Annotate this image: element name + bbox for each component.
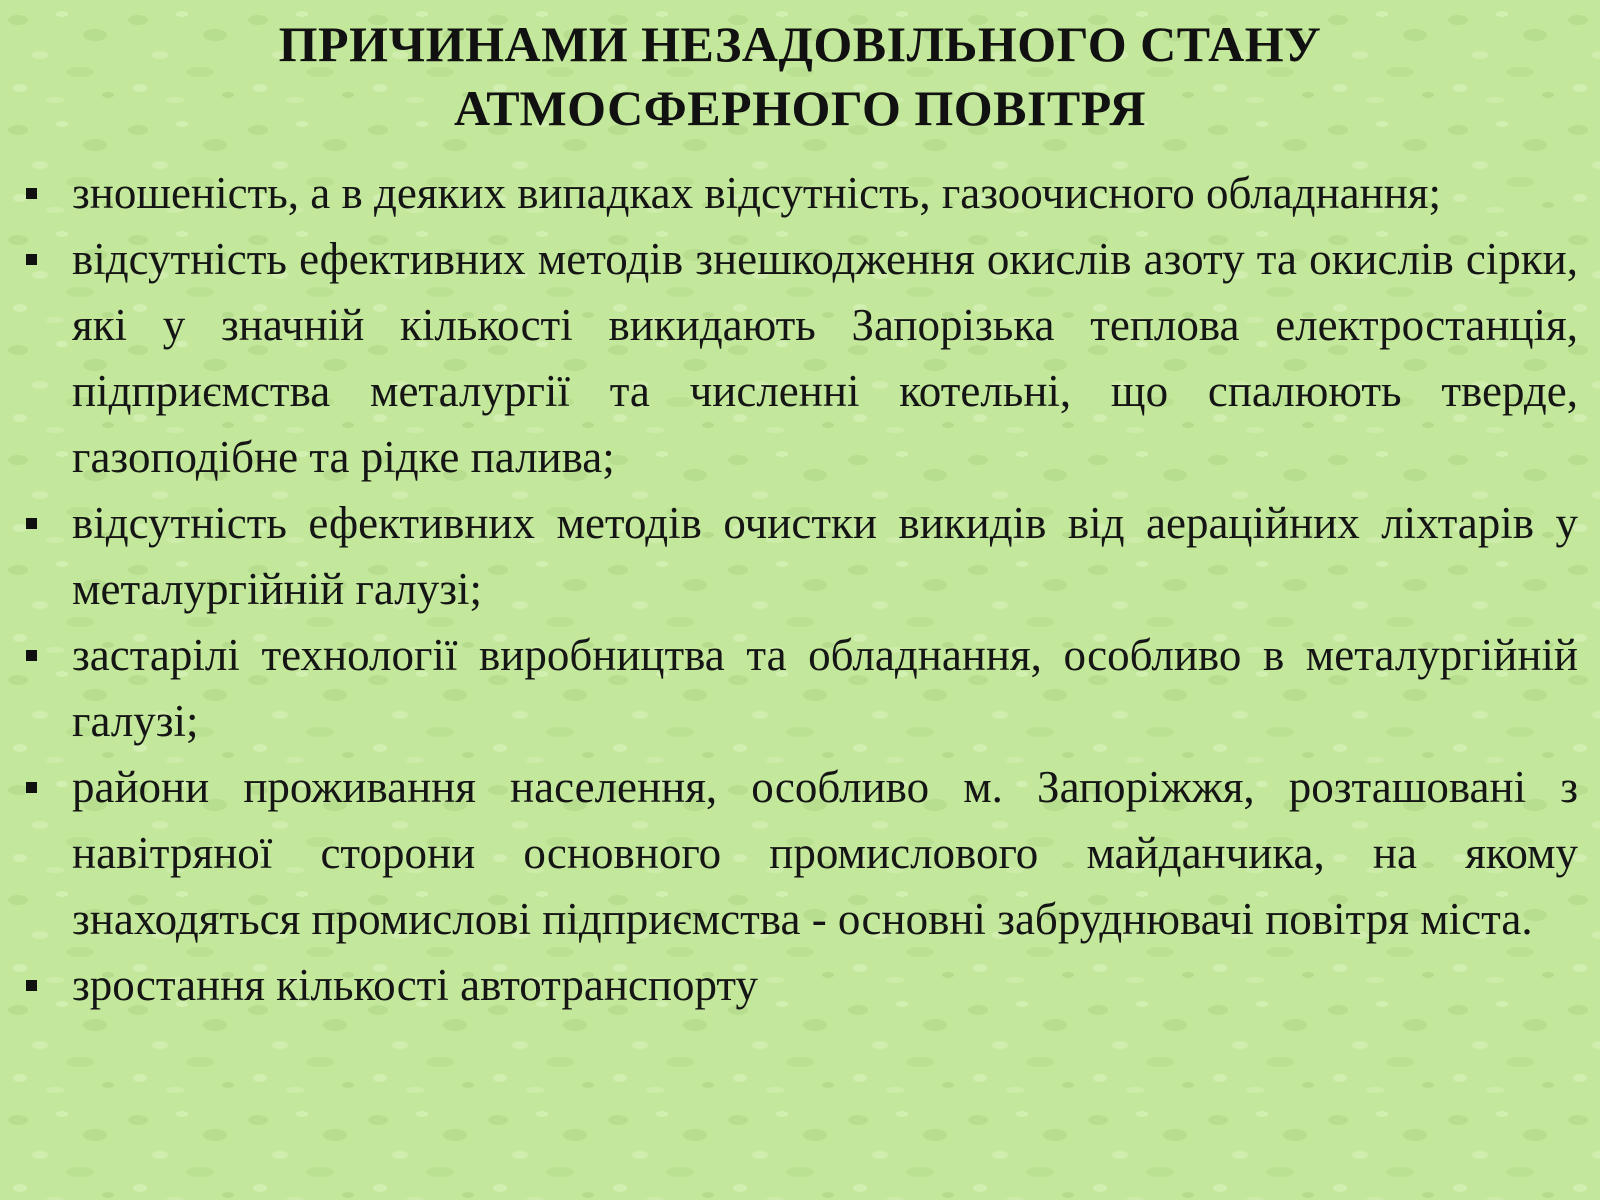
- bullet-item: [72, 490, 1578, 622]
- title-line-1: ПРИЧИНАМИ НЕЗАДОВІЛЬНОГО СТАНУ: [278, 16, 1322, 72]
- square-bullet-icon: [26, 782, 37, 793]
- bullet-item: [72, 160, 1578, 226]
- square-bullet-icon: [26, 650, 37, 661]
- bullet-text: зношеність, а в деяких випадках відсутність, газоочисного обладнання;: [72, 168, 1441, 218]
- slide-title: [0, 12, 1600, 140]
- bullet-text: відсутність ефективних методів знешкодження окислів азоту та окислів сірки, які у значній кількості викидають Запорізька теплова електростанція, підприємства металургії та численні котельні, що спалюють тверде, газоподібне та рідке палива;: [72, 234, 1578, 482]
- square-bullet-icon: [26, 254, 37, 265]
- bullet-item: [72, 754, 1578, 952]
- bullet-text: застарілі технології виробництва та обладнання, особливо в металургійній галузі;: [72, 630, 1578, 746]
- bullet-list: [72, 160, 1578, 1018]
- square-bullet-icon: [26, 518, 37, 529]
- bullet-item: [72, 226, 1578, 490]
- bullet-text: зростання кількості автотранспорту: [72, 960, 758, 1010]
- bullet-text: відсутність ефективних методів очистки викидів від аераційних ліхтарів у металургійній галузі;: [72, 498, 1578, 614]
- title-line-2: АТМОСФЕРНОГО ПОВІТРЯ: [454, 80, 1146, 136]
- bullet-item: [72, 622, 1578, 754]
- bullet-text: райони проживання населення, особливо м. Запоріжжя, розташовані з навітряної сторони основного промислового майданчика, на якому знаходяться промислові підприємства - основні забруднювачі повітря міста.: [72, 762, 1578, 944]
- square-bullet-icon: [26, 188, 37, 199]
- bullet-item: [72, 952, 1578, 1018]
- square-bullet-icon: [26, 980, 37, 991]
